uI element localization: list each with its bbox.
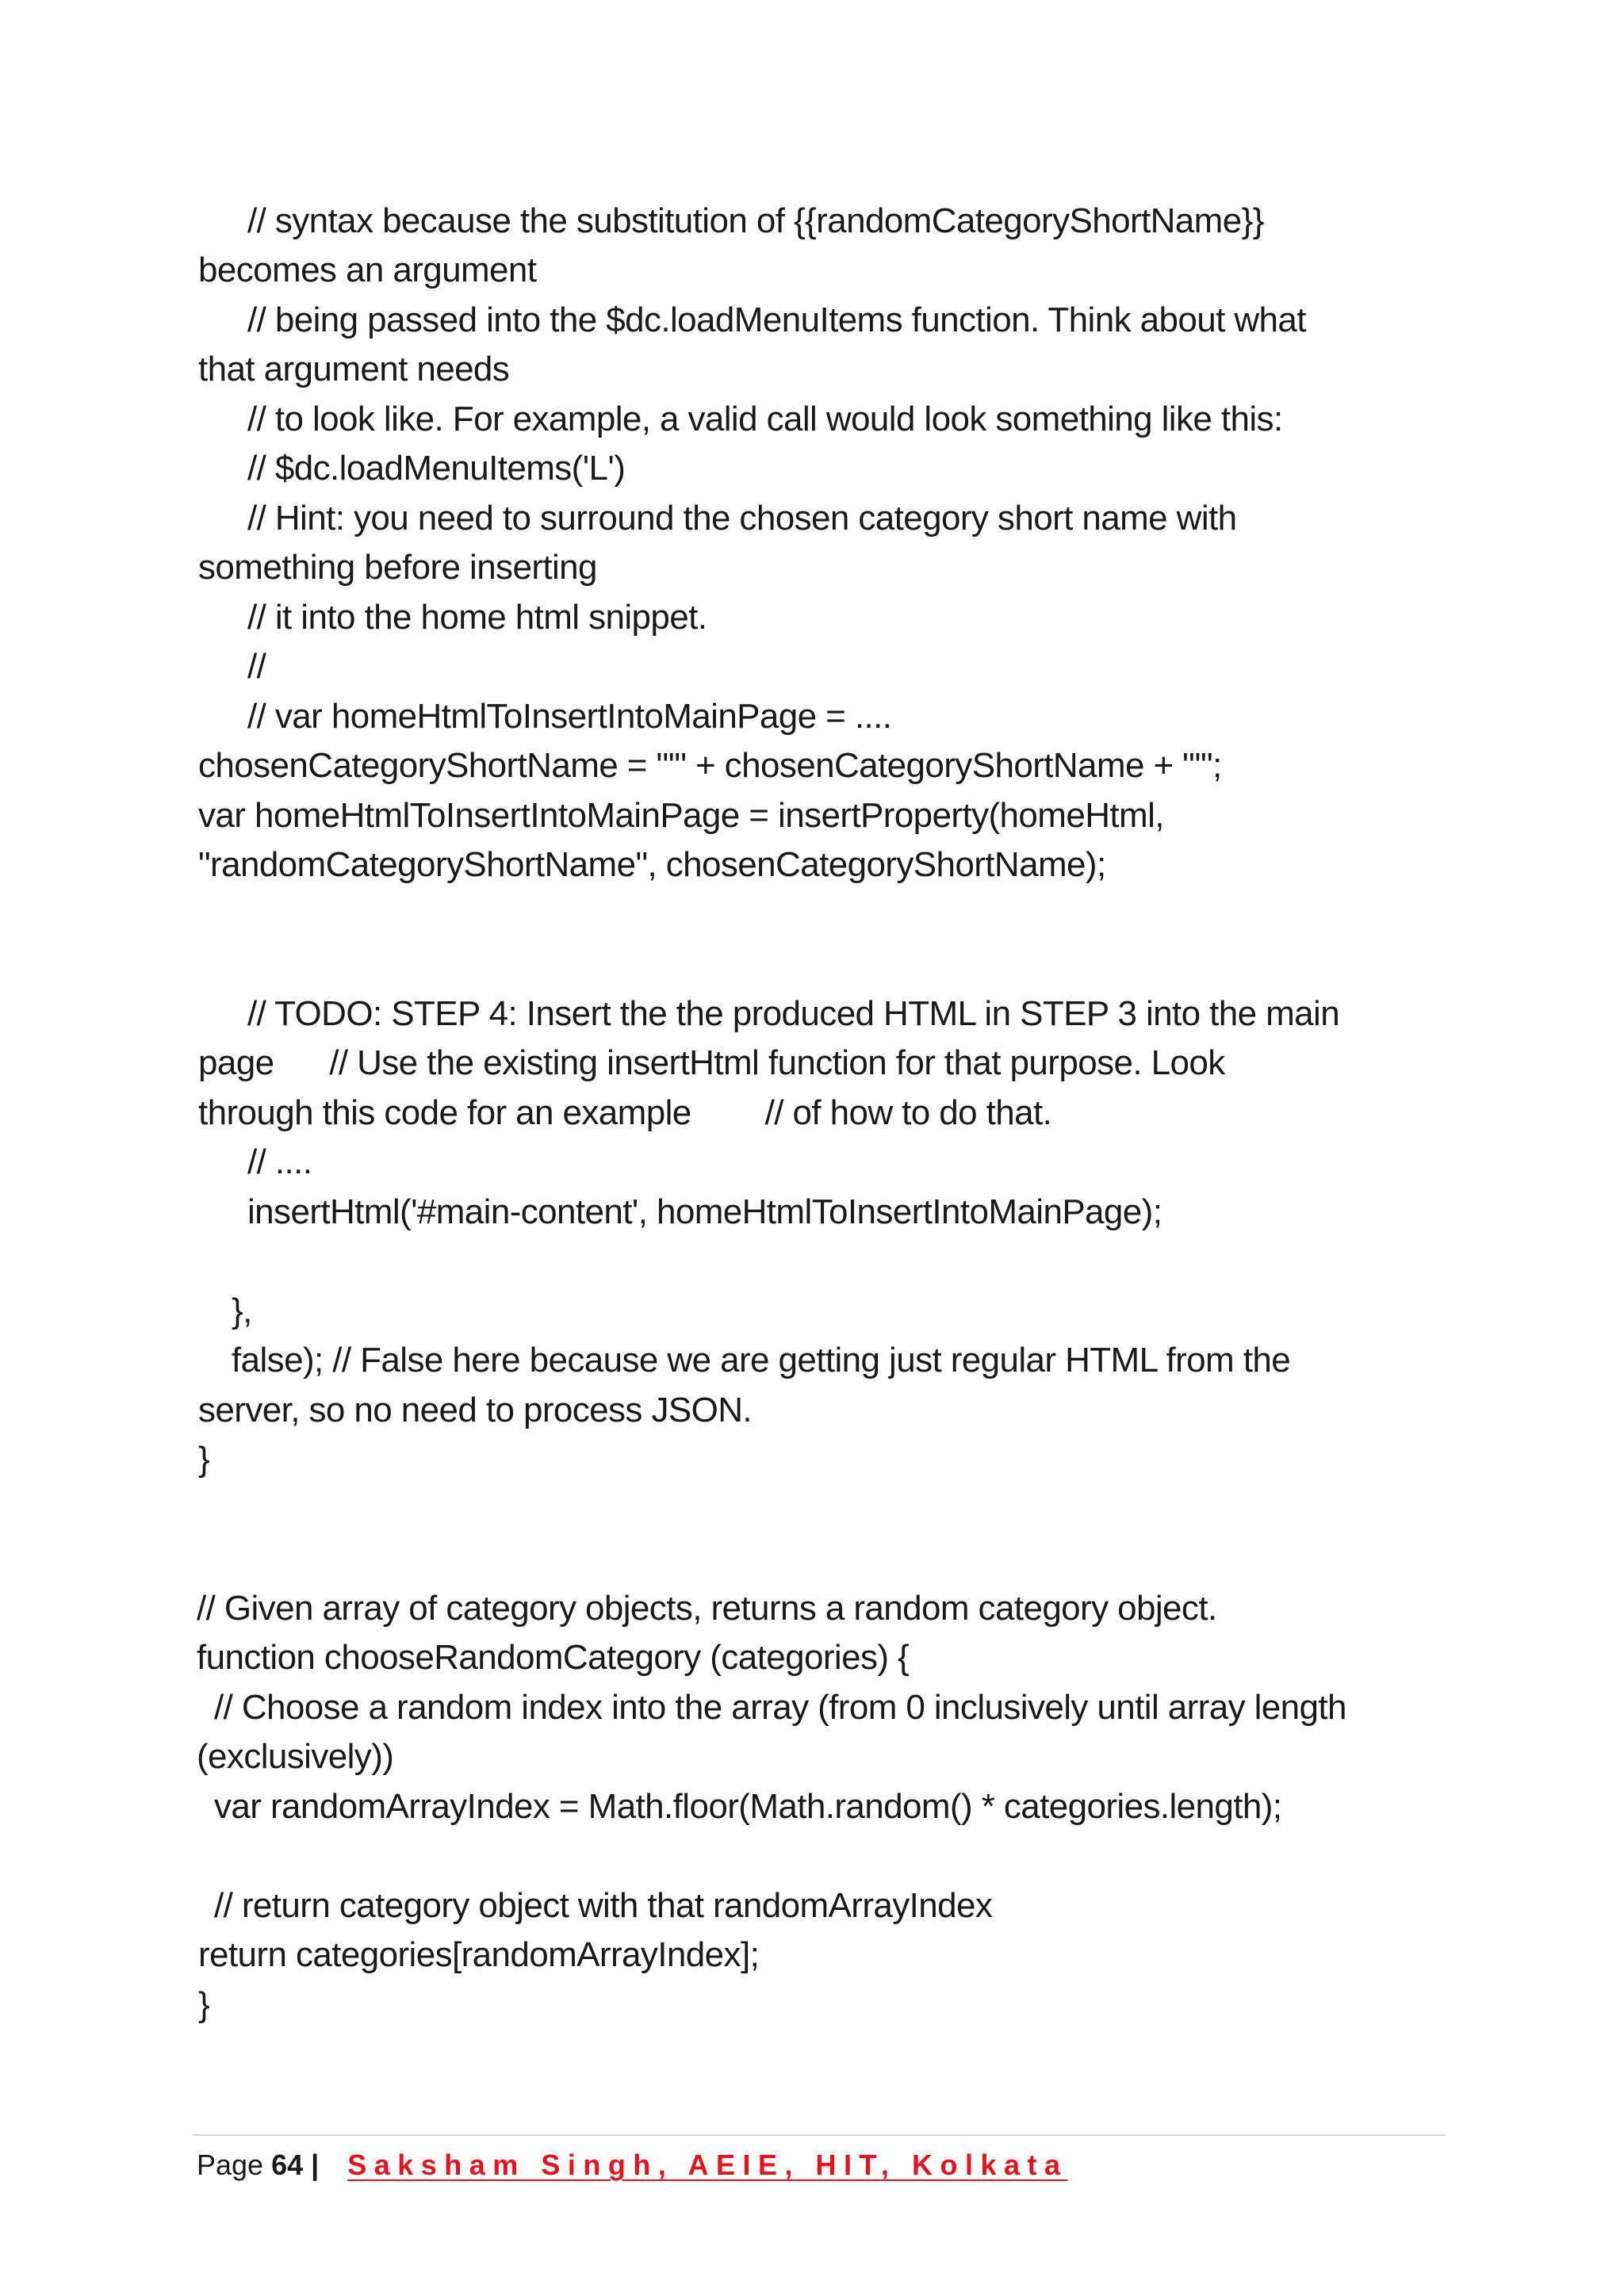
- code-line: "randomCategoryShortName", chosenCategoryShortName);: [198, 845, 1106, 884]
- code-line: false); // False here because we are getting just regular HTML from the: [232, 1341, 1291, 1380]
- code-line: }: [198, 1440, 210, 1479]
- code-line: // ....: [247, 1142, 312, 1181]
- code-line: something before inserting: [198, 548, 597, 587]
- footer-separator: |: [311, 2149, 320, 2181]
- code-line: page // Use the existing insertHtml function for that purpose. Look: [198, 1043, 1225, 1082]
- code-line: //: [247, 647, 266, 686]
- code-line: },: [232, 1292, 252, 1330]
- author-credit: Saksham Singh, AEIE, HIT, Kolkata: [347, 2149, 1068, 2181]
- code-line: function chooseRandomCategory (categories) {: [197, 1638, 910, 1677]
- page-number: 64: [271, 2149, 304, 2181]
- code-line: }: [198, 1985, 210, 2024]
- code-line: // Hint: you need to surround the chosen category short name with: [247, 499, 1237, 538]
- code-line: server, so no need to process JSON.: [198, 1391, 753, 1429]
- code-line: // Choose a random index into the array (from 0 inclusively until array length: [214, 1688, 1346, 1727]
- code-line: // TODO: STEP 4: Insert the the produced HTML in STEP 3 into the main: [247, 994, 1340, 1033]
- code-line: through this code for an example // of how to do that.: [198, 1093, 1052, 1132]
- code-line: // var homeHtmlToInsertIntoMainPage = ....: [247, 697, 892, 736]
- code-line: // it into the home html snippet.: [247, 598, 707, 637]
- code-line: // being passed into the $dc.loadMenuItems function. Think about what: [247, 300, 1306, 339]
- code-line: chosenCategoryShortName = "'" + chosenCategoryShortName + "'";: [198, 746, 1222, 785]
- code-line: // $dc.loadMenuItems('L'): [247, 449, 626, 488]
- code-line: var randomArrayIndex = Math.floor(Math.random() * categories.length);: [214, 1787, 1282, 1826]
- code-line: insertHtml('#main-content', homeHtmlToInsertIntoMainPage);: [247, 1192, 1162, 1231]
- code-line: return categories[randomArrayIndex];: [198, 1935, 760, 1974]
- code-line: that argument needs: [198, 350, 510, 388]
- footer-divider: [193, 2134, 1446, 2136]
- code-line: // syntax because the substitution of {{randomCategoryShortName}}: [247, 201, 1264, 240]
- page-label: Page: [197, 2149, 264, 2181]
- code-line: var homeHtmlToInsertIntoMainPage = insertProperty(homeHtml,: [198, 796, 1164, 835]
- code-line: (exclusively)): [197, 1737, 394, 1776]
- code-line: // Given array of category objects, returns a random category object.: [197, 1589, 1217, 1628]
- code-line: // to look like. For example, a valid call would look something like this:: [247, 400, 1283, 438]
- code-line: // return category object with that randomArrayIndex: [214, 1886, 993, 1925]
- code-line: becomes an argument: [198, 251, 537, 289]
- page-footer: [197, 2145, 1068, 2185]
